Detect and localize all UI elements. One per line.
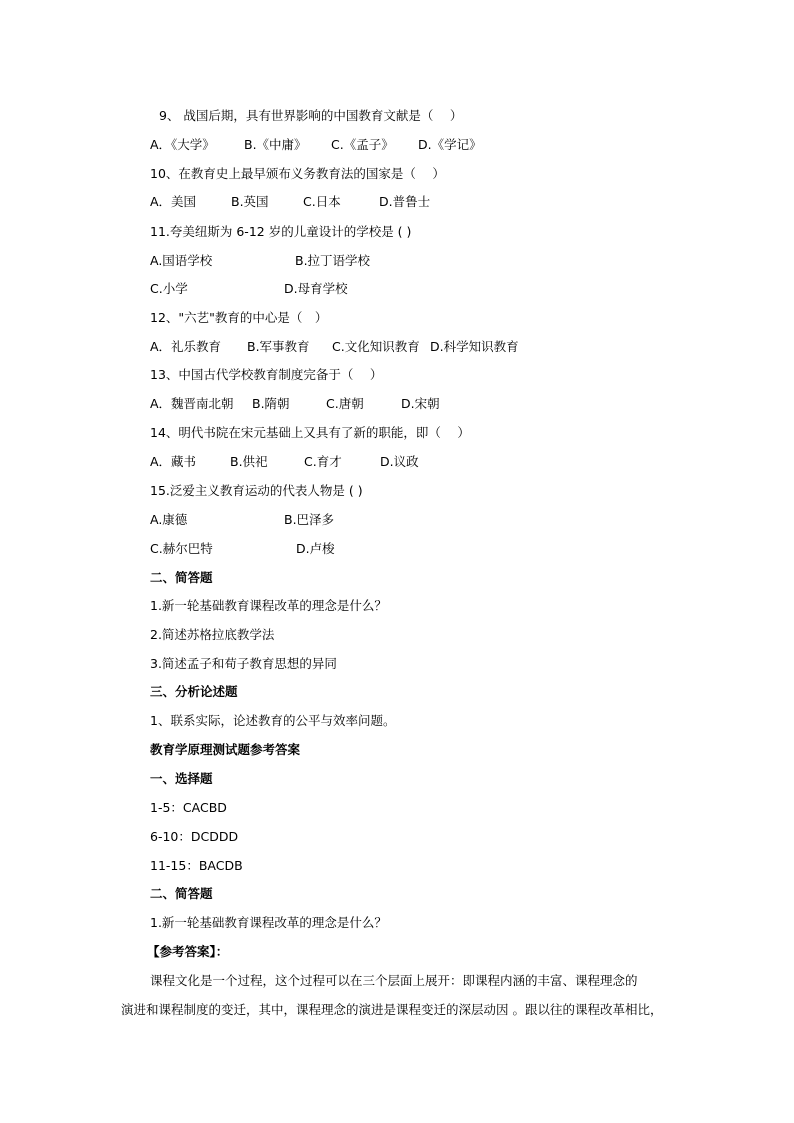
answer-line-1: 1-5：CACBD	[150, 800, 227, 815]
option-c: C.唐朝	[326, 396, 364, 411]
option-b: B.英国	[231, 194, 269, 209]
question-11-options-row1	[150, 253, 650, 269]
answer-short-heading: 二、简答题	[150, 886, 213, 901]
option-d: D.普鲁士	[379, 194, 431, 209]
option-c: C.日本	[303, 194, 341, 209]
answer-choice-heading: 一、选择题	[150, 771, 213, 786]
short-answer-item-2: 2.简述苏格拉底教学法	[150, 627, 275, 642]
question-11-stem: 11.夸美纽斯为 6-12 岁的儿童设计的学校是 ( )	[150, 224, 412, 239]
answer-short-question-1: 1.新一轮基础教育课程改革的理念是什么？	[150, 915, 387, 930]
option-a: A．美国	[150, 194, 197, 209]
option-d: D.科学知识教育	[430, 339, 519, 354]
option-d: D.宋朝	[401, 396, 440, 411]
option-c: C.育才	[304, 454, 342, 469]
answer-paragraph-line-2: 演进和课程制度的变迁，其中，课程理念的演进是课程变迁的深层动因 。跟以往的课程改革相比，	[121, 1002, 663, 1017]
option-c: C.小学	[150, 281, 188, 296]
answer-paragraph-line-1: 课程文化是一个过程，这个过程可以在三个层面上展开：即课程内涵的丰富、课程理念的	[150, 973, 638, 988]
question-11-options-row2	[150, 281, 650, 297]
question-15-stem: 15.泛爱主义教育运动的代表人物是 ( )	[150, 483, 363, 498]
question-9-options	[150, 137, 650, 153]
question-12-stem: 12、"六艺"教育的中心是（ ）	[150, 310, 328, 325]
option-b: B.《中庸》	[244, 137, 307, 152]
option-c: C.文化知识教育	[332, 339, 420, 354]
question-15-options-row2	[150, 541, 650, 557]
option-a: A.康德	[150, 512, 188, 527]
question-10-stem: 10、在教育史上最早颁布义务教育法的国家是（ ）	[150, 166, 445, 181]
question-10-options	[150, 194, 650, 210]
option-a: A．藏书	[150, 454, 197, 469]
short-answer-item-1: 1.新一轮基础教育课程改革的理念是什么？	[150, 598, 387, 613]
option-b: B.巴泽多	[284, 512, 335, 527]
option-b: B.供祀	[230, 454, 268, 469]
option-a: A．《大学》	[150, 137, 215, 152]
question-12-options	[150, 339, 650, 355]
option-a: A．魏晋南北朝	[150, 396, 234, 411]
question-9-stem: 9、 战国后期，具有世界影响的中国教育文献是（ ）	[159, 108, 463, 123]
option-c: C.《孟子》	[331, 137, 394, 152]
analysis-heading: 三、分析论述题	[150, 684, 238, 699]
option-d: D.《学记》	[418, 137, 482, 152]
option-b: B.拉丁语学校	[295, 253, 371, 268]
question-13-options	[150, 396, 650, 412]
option-d: D.卢梭	[296, 541, 335, 556]
question-13-stem: 13、中国古代学校教育制度完备于（ ）	[150, 367, 383, 382]
option-b: B.隋朝	[252, 396, 290, 411]
option-b: B.军事教育	[247, 339, 310, 354]
question-14-options	[150, 454, 650, 470]
question-14-stem: 14、明代书院在宋元基础上又具有了新的职能，即（ ）	[150, 425, 470, 440]
answer-line-2: 6-10：DCDDD	[150, 829, 239, 844]
answer-line-3: 11-15：BACDB	[150, 858, 243, 873]
option-c: C.赫尔巴特	[150, 541, 213, 556]
option-a: A.国语学校	[150, 253, 213, 268]
analysis-item-1: 1、联系实际，论述教育的公平与效率问题。	[150, 713, 396, 728]
option-d: D.母育学校	[284, 281, 348, 296]
question-15-options-row1	[150, 512, 650, 528]
option-a: A．礼乐教育	[150, 339, 222, 354]
reference-answer-label: 【参考答案】：	[147, 944, 229, 959]
option-d: D.议政	[380, 454, 419, 469]
short-answer-item-3: 3.简述孟子和荀子教育思想的异同	[150, 656, 337, 671]
short-answer-heading: 二、简答题	[150, 570, 213, 585]
answer-key-title: 教育学原理测试题参考答案	[150, 742, 301, 757]
